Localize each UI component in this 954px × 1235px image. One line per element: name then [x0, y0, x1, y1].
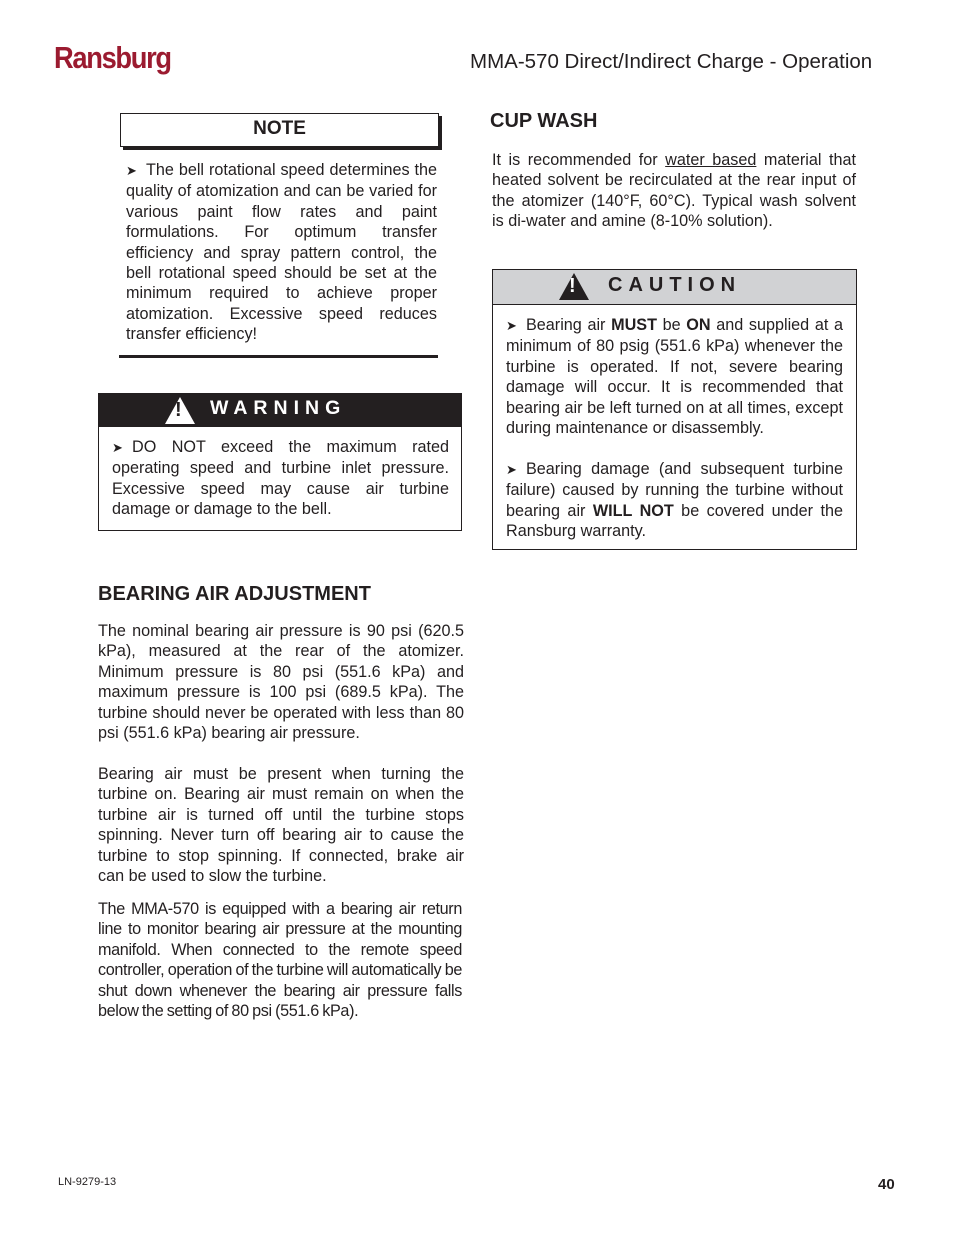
caution-item-2: ➤ Bearing damage (and subsequent turbine failure) caused by running the turbine without bearing air WILL NOT be covered under the Ransburg warranty.	[506, 459, 843, 541]
arrow-bullet-icon: ➤	[126, 163, 137, 178]
exclamation-icon: !	[569, 275, 576, 297]
on-emphasis: ON	[686, 316, 711, 334]
bearing-paragraph-1: The nominal bearing air pressure is 90 psi (620.5 kPa), measured at the rear of the atomizer. Minimum pressure is 80 psi (551.6 kPa) and maximum pressure is 100 psi (689.5 kPa). The turbine should never be operated with less than 80 psi (551.6 kPa) bearing air pressure.	[98, 622, 464, 743]
document-number: LN-9279-13	[58, 1176, 117, 1188]
warning-text: DO NOT exceed the maximum rated operating speed and turbine inlet pressure. Excessive speed may cause air turbine damage or damage to the bell.	[112, 438, 449, 519]
cup-wash-text-1: It is recommended for	[492, 151, 666, 169]
arrow-bullet-icon: ➤	[112, 440, 123, 455]
caution-body	[506, 315, 843, 541]
warning-header	[99, 394, 461, 427]
caution-label: CAUTION	[608, 274, 742, 296]
note-body	[126, 160, 437, 345]
caution-box	[492, 269, 857, 550]
water-based-underlined: water based	[665, 151, 757, 169]
document-title: MMA-570 Direct/Indirect Charge - Operation	[470, 50, 873, 73]
bearing-paragraph-2: Bearing air must be present when turning the turbine on. Bearing air must remain on when the turbine air is turned off until the turbine stops spinning. Never turn off bearing air to cause the turbine to stop spinning. If connected, brake air can be used to slow the turbine.	[98, 765, 464, 886]
warning-label: WARNING	[210, 397, 347, 419]
warning-body	[112, 437, 449, 520]
must-emphasis: MUST	[611, 316, 657, 334]
cup-wash-paragraph	[492, 150, 856, 232]
cup-wash-heading: CUP WASH	[490, 110, 598, 132]
bearing-air-heading: BEARING AIR ADJUSTMENT	[98, 583, 371, 605]
bearing-paragraph-3: The MMA-570 is equipped with a bearing air return line to monitor bearing air pressure at the mounting manifold. When connected to the remote speed controller, operation of the turbine will automatically be shut down whenever the bearing air pressure falls below the setting of 80 psi (551.6 kPa).	[98, 900, 462, 1021]
exclamation-icon: !	[175, 399, 182, 421]
bearing-paragraph-3-wrap	[98, 899, 462, 1021]
note-text: The bell rotational speed determines the quality of atomization and can be varied for various paint flow rates and paint formulations. For optimum transfer efficiency and spray pattern control, the bell rotational speed should be set at the minimum required to achieve proper atomization. Excessive speed reduces transfer efficiency!	[126, 161, 437, 344]
caution-item-1: ➤ Bearing air MUST be ON and supplied at a minimum of 80 psig (551.6 kPa) whenever the turbine is operated. If not, severe bearing damage will occur. It is recommended that bearing air be left turned on at all times, except during maintenance or disassembly.	[506, 316, 843, 438]
will-not-emphasis: WILL NOT	[592, 501, 674, 520]
arrow-bullet-icon: ➤	[506, 318, 517, 333]
caution-header	[493, 270, 856, 305]
cup-wash-text-2: material that heated solvent be recirculated at the rear input of the atomizer (140°F, 60°C). Typical wash solvent is di-water and amine (8-10% solution).	[492, 151, 856, 231]
ransburg-logo: Ransburg	[54, 40, 171, 75]
page-number: 40	[878, 1176, 895, 1193]
note-divider	[119, 355, 438, 358]
arrow-bullet-icon: ➤	[506, 461, 517, 477]
note-label: NOTE	[120, 113, 439, 147]
warning-box	[98, 393, 462, 531]
